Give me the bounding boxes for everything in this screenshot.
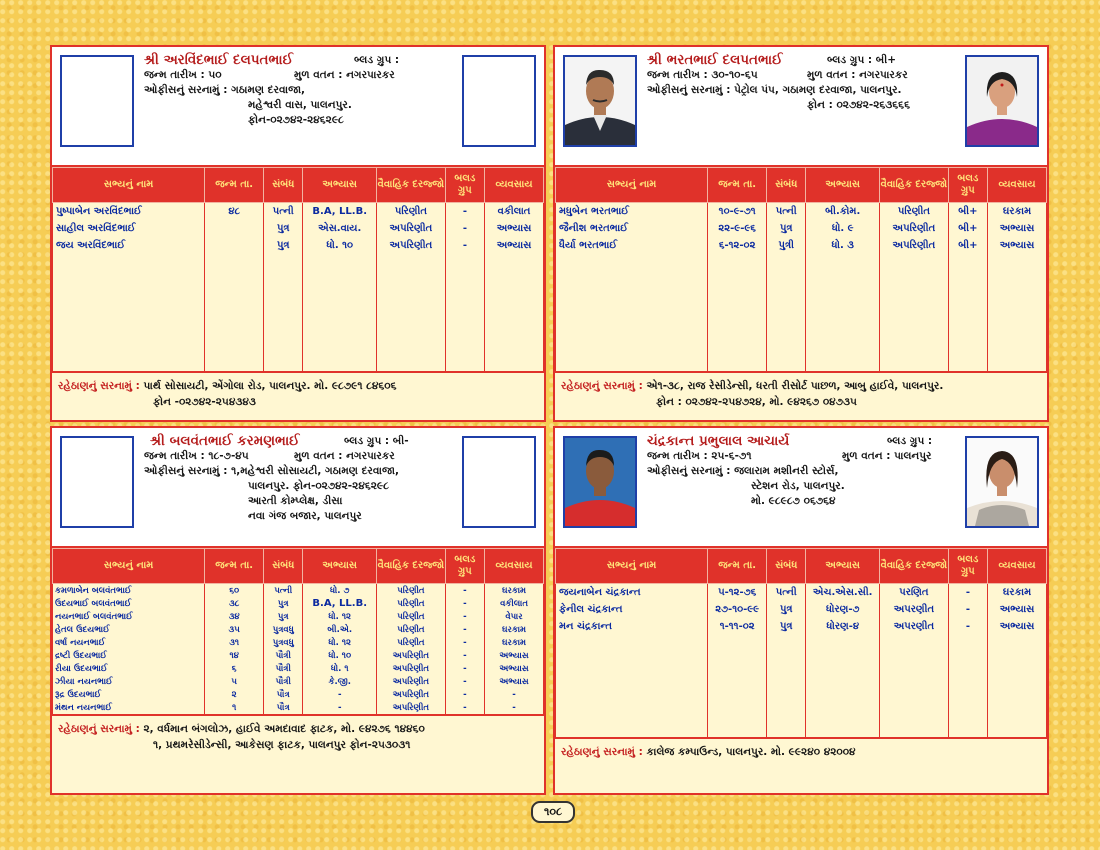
office-phone: ફોન-૦૨૭૪૨-૨૪૬૨૯૮ [248, 114, 344, 126]
blood-group: બ્લડ ગ્રુપ : [354, 54, 400, 66]
photo-woman [965, 55, 1039, 147]
date-of-birth: જન્મ તારીખ : ૩૦-૧૦-૬૫ [647, 69, 758, 81]
family-table [52, 167, 544, 371]
table-row: નયનભાઈ બલવંતભાઈ ૩૪ પુત્ર ધો. ૧૨ પરિણીત - વેપાર [53, 610, 544, 623]
member-info [144, 53, 452, 128]
office-address: ઓફીસનું સરનામું : પેટ્રોલ પંપ, ગઠામણ દરવાજા, પાલનપુર. [647, 84, 902, 96]
residence-label: રહેઠાણનું સરનામું : [58, 380, 140, 392]
table-row: હેતલ ઉદયભાઈ ૩૫ પુત્રવધુ બી.એ. પરિણીત - ઘરકામ [53, 623, 544, 636]
man-portrait-icon [565, 438, 635, 526]
blood-group: બ્લડ ગ્રુપ : બી+ [827, 54, 896, 66]
table-header-row [556, 549, 1047, 584]
card-header [555, 47, 1047, 167]
table-header-row [556, 168, 1047, 203]
member-card-bharatbhai [553, 45, 1049, 422]
office-phone: મો. ૯૮૯૮૭ ૦૬૭૬૪ [751, 495, 836, 507]
col-header-relation: સંબંધ [767, 168, 806, 203]
native-place: મુળ વતન : નગરપારકર [294, 69, 395, 81]
col-header-name: સભ્યનું નામ [53, 168, 205, 203]
office-address: ઓફીસનું સરનામું : ગઠામણ દરવાજા, [144, 84, 306, 96]
table-row: ઉદયભાઈ બલવંતભાઈ ૩૮ પુત્ર B.A, LL.B. પરિણીત - વકીલાત [53, 597, 544, 610]
blood-group: બ્લડ ગ્રુપ : બી- [344, 435, 409, 447]
col-header-dob: જન્મ તા. [205, 168, 264, 203]
table-row: રૂદ્ર ઉદયભાઈ ૨ પૌત્ર - અપરિણીત - - [53, 688, 544, 701]
col-header-occupation: વ્યવસાય [485, 549, 544, 584]
col-header-name: સભ્યનું નામ [556, 549, 708, 584]
table-row: પુષ્પાબેન અરવિંદભાઈ ૪૮ પત્ની B.A, LL.B. પરિણીત - વકીલાત [53, 203, 544, 221]
table-row: સાહીલ અરવિંદભાઈ પુત્ર એસ.વાય. અપરિણીત - અભ્યાસ [53, 220, 544, 237]
office-address-line: પાલનપુર. ફોન-૦૨૭૪૨-૨૪૬૨૯૮ [248, 480, 389, 492]
table-filler-row [556, 635, 1047, 737]
member-name: શ્રી અરવિંદભાઈ દલપતભાઈ [144, 52, 294, 68]
family-table [555, 548, 1047, 737]
office-address-line: મહેશ્વરી વાસ, પાલનપુર. [248, 99, 352, 111]
table-row: જયનાબેન ચંદ્રકાન્ત ૫-૧૨-૭૬ પત્ની એચ.એસ.સી. પરણિત - ઘરકામ [556, 584, 1047, 602]
native-place: મુળ વતન : નગરપારકર [294, 450, 395, 462]
col-header-education: અભ્યાસ [806, 168, 880, 203]
photo-placeholder [462, 436, 536, 528]
col-header-occupation: વ્યવસાય [485, 168, 544, 203]
col-header-education: અભ્યાસ [303, 549, 377, 584]
col-header-relation: સંબંધ [264, 168, 303, 203]
member-card-balvantbhai [50, 426, 546, 795]
member-info [647, 53, 955, 113]
col-header-occupation: વ્યવસાય [988, 549, 1047, 584]
date-of-birth: જન્મ તારીખ : ૨૫-૬-૭૧ [647, 450, 752, 462]
col-header-marital: વૈવાહિક દરજ્જો [377, 168, 446, 203]
residence-address: રહેઠાણનું સરનામું : કાલેજ કમ્પાઉન્ડ, પાલનપુર. મો. ૯૯૨૪૦ ૪૨૦૦૪ [555, 737, 1047, 765]
table-header-row [53, 168, 544, 203]
card-header [52, 47, 544, 167]
woman-portrait-icon [967, 57, 1037, 145]
office-address: ઓફીસનું સરનામું : જલારામ મશીનરી સ્ટોર્સ, [647, 465, 839, 477]
native-place: મુળ વતન : પાલનપુર [842, 450, 932, 462]
photo-placeholder [60, 436, 134, 528]
photo-woman [965, 436, 1039, 528]
page-number: ૧૦૮ [531, 801, 575, 823]
residence-address: રહેઠાણનું સરનામું : ૨, વર્ધમાન બંગલોઝ, હાઈવે અમદાવાદ ફાટક, મો. ૯૪૨૭૬ ૧૪૪૬૦ ૧, પ્રથમરેસીડેન્સી, આકેસણ ફાટક, પાલનપુર ફોન-૨૫૩૦૩૧ [52, 714, 544, 758]
residence-label: રહેઠાણનું સરનામું : [561, 746, 643, 758]
woman-portrait-icon [967, 438, 1037, 526]
table-row: રીયા ઉદયભાઈ ૬ પૌત્રી ધો. ૧ અપરિણીત - અભ્યાસ [53, 662, 544, 675]
member-card-arvindbhai [50, 45, 546, 422]
member-name: શ્રી ભરતભાઈ દલપતભાઈ [647, 52, 783, 68]
col-header-relation: સંબંધ [264, 549, 303, 584]
col-header-blood: બલડ ગ્રુપ [948, 549, 987, 584]
member-name: શ્રી બલવંતભાઈ કરમણભાઈ [150, 433, 300, 449]
table-row: ધૈર્યા ભરતભાઈ ૬-૧૨-૦૨ પુત્રી ધો. ૩ અપરિણીત બી+ અભ્યાસ [556, 237, 1047, 254]
col-header-occupation: વ્યવસાય [988, 168, 1047, 203]
col-header-dob: જન્મ તા. [708, 168, 767, 203]
table-row: જય અરવિંદભાઈ પુત્ર ધો. ૧૦ અપરિણીત - અભ્યાસ [53, 237, 544, 254]
table-row: ઝીયા નયનભાઈ ૫ પૌત્રી કે.જી. અપરિણીત - અભ્યાસ [53, 675, 544, 688]
table-header-row [53, 549, 544, 584]
residence-address: રહેઠાણનું સરનામું : પાર્થ સોસાયટી, એંગોલા રોડ, પાલનપુર. મો. ૯૮૭૯૧ ૮૪૬૦૬ ફોન -૦૨૭૪૨-૨૫૪૩૪૩ [52, 371, 544, 415]
photo-placeholder [60, 55, 134, 147]
col-header-dob: જન્મ તા. [205, 549, 264, 584]
office-phone: ફોન : ૦૨૭૪૨-૨૬૩૬૬૬ [807, 99, 910, 111]
member-card-chandrakant [553, 426, 1049, 795]
date-of-birth: જન્મ તારીખ : ૫૦ [144, 69, 222, 81]
office-address-line: સ્ટેશન રોડ, પાલનપુર. [751, 480, 845, 492]
table-filler-row [556, 254, 1047, 371]
photo-placeholder [462, 55, 536, 147]
col-header-name: સભ્યનું નામ [556, 168, 708, 203]
col-header-marital: વૈવાહિક દરજ્જો [880, 168, 949, 203]
col-header-relation: સંબંધ [767, 549, 806, 584]
family-table [555, 167, 1047, 371]
table-row: દ્રષ્ટી ઉદયભાઈ ૧૪ પૌત્રી ધો. ૧૦ અપરિણીત - અભ્યાસ [53, 649, 544, 662]
col-header-blood: બલડ ગ્રુપ [445, 168, 484, 203]
member-info [647, 434, 955, 509]
table-row: જૈનીશ ભરતભાઈ ૨૨-૯-૯૬ પુત્ર ધો. ૯ અપરિણીત બી+ અભ્યાસ [556, 220, 1047, 237]
residence-label: રહેઠાણનું સરનામું : [58, 723, 140, 735]
member-info [144, 434, 452, 524]
table-row: વર્ષા નયનભાઈ ૩૧ પુત્રવધુ ધો. ૧૨ પરિણીત - ઘરકામ [53, 636, 544, 649]
table-row: મધુબેન ભરતભાઈ ૧૦-૯-૭૧ પત્ની બી.કોમ. પરિણીત બી+ ઘરકામ [556, 203, 1047, 221]
residence-address: રહેઠાણનું સરનામું : એ૧-૩૮, રાજ રેસીડેન્સી, ધરતી રીસોર્ટ પાછળ, આબુ હાઈવે, પાલનપુર. ફોન : ૦૨૭૪૨-૨૫૪૭૨૪, મો. ૯૪૨૬૭ ૦૪૭૩૫ [555, 371, 1047, 415]
col-header-blood: બલડ ગ્રુપ [948, 168, 987, 203]
native-place: મુળ વતન : નગરપારકર [807, 69, 908, 81]
col-header-marital: વૈવાહિક દરજ્જો [377, 549, 446, 584]
table-row: કમળાબેન બલવંતભાઈ ૬૦ પત્ની ધો. ૭ પરિણીત - ઘરકામ [53, 584, 544, 598]
card-header [52, 428, 544, 548]
date-of-birth: જન્મ તારીખ : ૧૮-૭-૪૫ [144, 450, 249, 462]
col-header-dob: જન્મ તા. [708, 549, 767, 584]
blood-group: બ્લડ ગ્રુપ : [887, 435, 933, 447]
table-row: મંથન નયનભાઈ ૧ પૌત્ર - અપરિણીત - - [53, 701, 544, 714]
photo-man [563, 436, 637, 528]
photo-man [563, 55, 637, 147]
col-header-name: સભ્યનું નામ [53, 549, 205, 584]
residence-label: રહેઠાણનું સરનામું : [561, 380, 643, 392]
man-portrait-icon [565, 57, 635, 145]
table-row: મન ચંદ્રકાન્ત ૧-૧૧-૦૨ પુત્ર ધોરણ-૪ અપરણીત - અભ્યાસ [556, 618, 1047, 635]
card-header [555, 428, 1047, 548]
col-header-marital: વૈવાહિક દરજ્જો [880, 549, 949, 584]
family-table [52, 548, 544, 714]
table-row: ફેનીલ ચંદ્રકાન્ત ૨૭-૧૦-૯૯ પુત્ર ધોરણ-૭ અપરણીત - અભ્યાસ [556, 601, 1047, 618]
office-address-line: આરતી કોમ્પ્લેક્ષ, ડીસા [248, 495, 343, 507]
col-header-education: અભ્યાસ [303, 168, 377, 203]
table-filler-row [53, 254, 544, 371]
member-name: ચંદ્રકાન્ત પ્રભુલાલ આચાર્ય [647, 433, 790, 449]
office-address-line: નવા ગંજ બજાર, પાલનપુર [248, 510, 362, 522]
col-header-education: અભ્યાસ [806, 549, 880, 584]
col-header-blood: બલડ ગ્રુપ [445, 549, 484, 584]
office-address: ઓફીસનું સરનામું : ૧,મહેશ્વરી સોસાયટી, ગઠામણ દરવાજા, [144, 465, 399, 477]
